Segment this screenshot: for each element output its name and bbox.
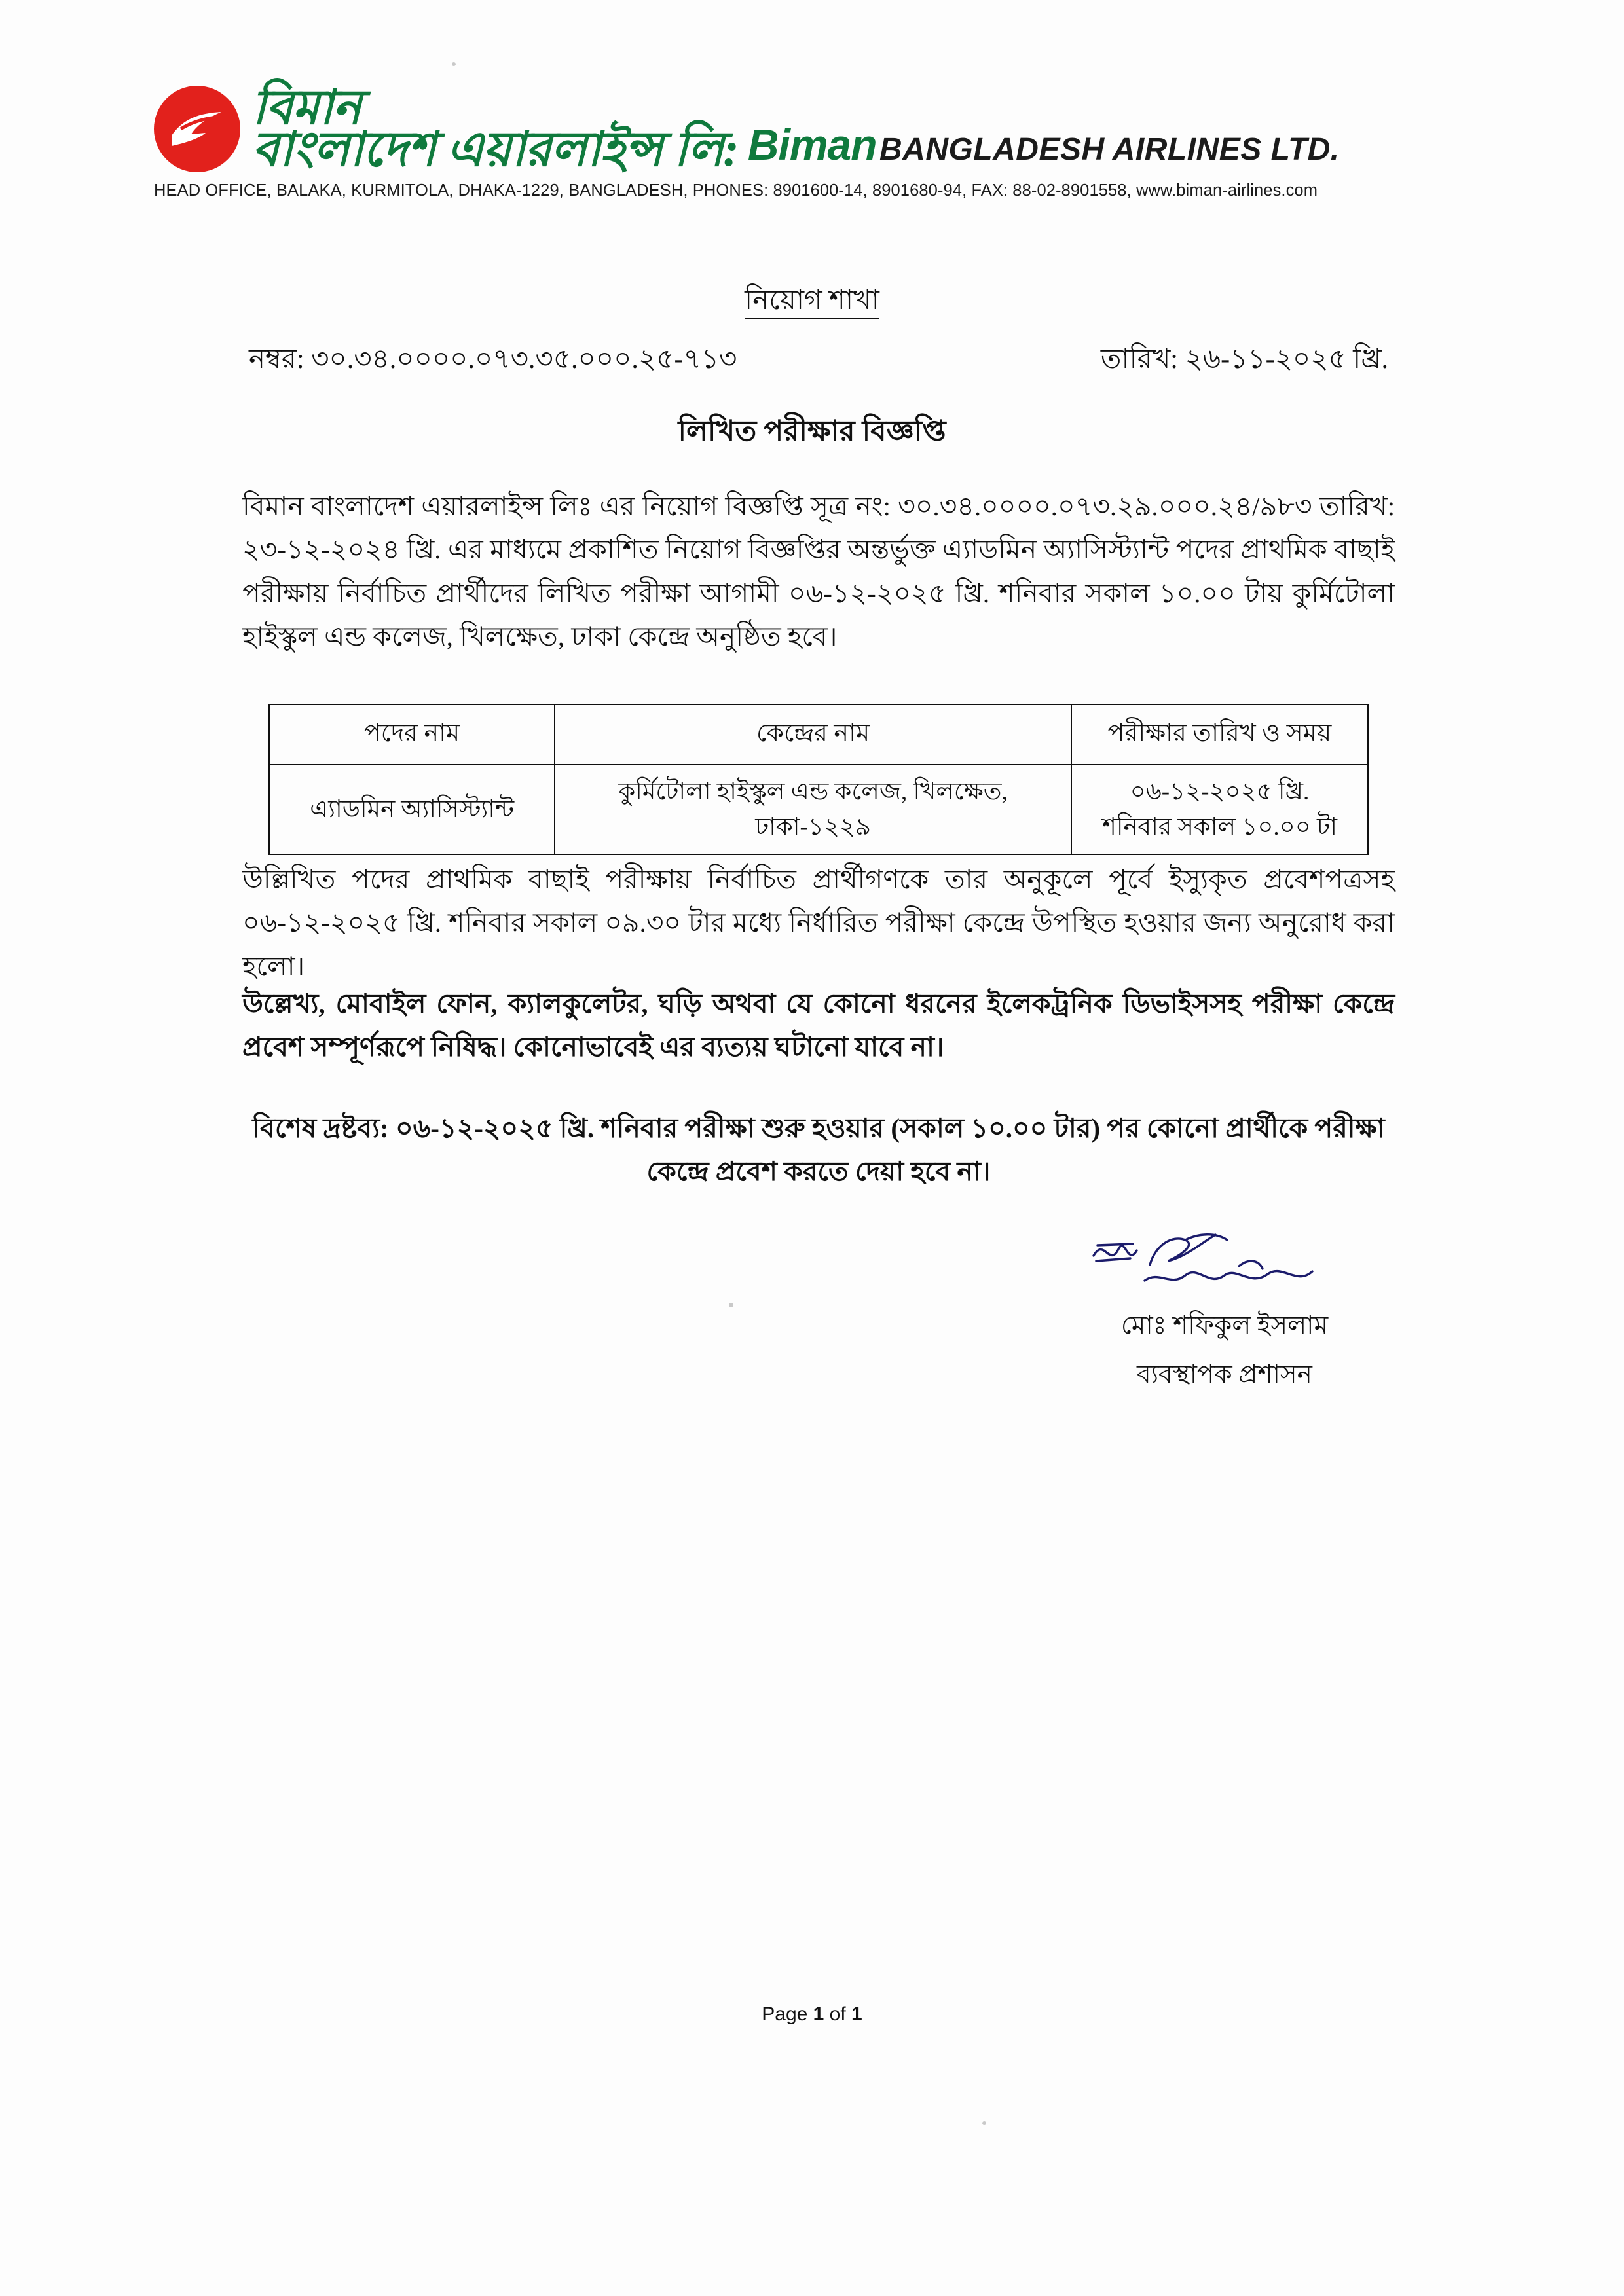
cell-post-name: এ্যাডমিন অ্যাসিস্ট্যান্ট: [269, 765, 555, 854]
exam-details-table: [268, 704, 1369, 855]
cell-time: শনিবার সকাল ১০.০০ টা: [1101, 813, 1337, 841]
memo-number: নম্বর: ৩০.৩৪.০০০০.০৭৩.৩৫.০০০.২৫-৭১৩: [249, 344, 737, 374]
page-footer: [0, 2003, 1624, 2026]
letterhead: [154, 81, 1483, 200]
wordmark-en-secondary: BANGLADESH AIRLINES LTD.: [879, 132, 1340, 167]
cell-center-name: কুর্মিটোলা হাইস্কুল এন্ড কলেজ, খিলক্ষেত, ঢাকা-১২২৯: [555, 765, 1071, 854]
wordmark-english: [748, 120, 1340, 173]
wordmark: [252, 81, 1340, 177]
signature-block: [1022, 1231, 1428, 1397]
page-title: লিখিত পরীক্ষার বিজ্ঞপ্তি: [678, 415, 946, 447]
cell-date-time: [1071, 765, 1368, 854]
paragraph-two: উল্লিখিত পদের প্রাথমিক বাছাই পরীক্ষায় নির্বাচিত প্রার্থীগণকে তার অনুকূলে পূর্বে ইস্যুকৃত প্রবেশপত্রসহ ০৬-১২-২০২৫ খ্রি. শনিবার সকাল ০৯.৩০ টার মধ্যে নির্ধারিত পরীক্ষা কেন্দ্রে উপস্থিত হওয়ার জন্য অনুরোধ করা হলো।: [242, 864, 1395, 981]
table-header-center: কেন্দ্রের নাম: [555, 704, 1071, 765]
table-header-post: পদের নাম: [269, 704, 555, 765]
footer-middle: of: [824, 2003, 852, 2025]
biman-bird-logo-icon: [154, 86, 240, 172]
memo-date: তারিখ: ২৬-১১-২০২৫ খ্রি.: [1100, 344, 1388, 374]
footer-total-pages: 1: [851, 2003, 862, 2025]
head-office-address: HEAD OFFICE, BALAKA, KURMITOLA, DHAKA-1229, BANGLADESH, PHONES: 8901600-14, 8901680-94, FAX: 88-02-8901558, www.biman-airlines.com: [154, 181, 1318, 200]
signatory-designation: ব্যবস্থাপক প্রশাসন: [1137, 1360, 1312, 1389]
footer-current-page: 1: [813, 2003, 824, 2025]
logo-row: [154, 81, 1483, 177]
memo-header-row: [249, 337, 1388, 384]
table-header-row: [269, 704, 1368, 765]
paragraph-four-special-note: বিশেষ দ্রষ্টব্য: ০৬-১২-২০২৫ খ্রি. শনিবার পরীক্ষা শুরু হওয়ার (সকাল ১০.০০ টার) পর কোনো প্রার্থীকে পরীক্ষা কেন্দ্রে প্রবেশ করতে দেয়া হবে না।: [252, 1113, 1385, 1187]
signatory-name: মোঃ শফিকুল ইসলাম: [1120, 1311, 1329, 1339]
wordmark-bn-line2: বাংলাদেশ এয়ারলাইন্স লি:: [252, 123, 739, 177]
wordmark-en-primary: Biman: [747, 120, 877, 169]
paragraph-three: উল্লেখ্য, মোবাইল ফোন, ক্যালকুলেটর, ঘড়ি অথবা যে কোনো ধরনের ইলেকট্রনিক ডিভাইসসহ পরীক্ষা কেন্দ্রে প্রবেশ সম্পূর্ণরূপে নিষিদ্ধ। কোনোভাবেই এর ব্যত্যয় ঘটানো যাবে না।: [242, 989, 1395, 1063]
table-row: [269, 765, 1368, 854]
paragraph-intro: বিমান বাংলাদেশ এয়ারলাইন্স লিঃ এর নিয়োগ বিজ্ঞপ্তি সূত্র নং: ৩০.৩৪.০০০০.০৭৩.২৯.০০০.২৪/৯৮৩ তারিখ: ২৩-১২-২০২৪ খ্রি. এর মাধ্যমে প্রকাশিত নিয়োগ বিজ্ঞপ্তির অন্তর্ভুক্ত এ্যাডমিন অ্যাসিস্ট্যান্ট পদের প্রাথমিক বাছাই পরীক্ষায় নির্বাচিত প্রার্থীদের লিখিত পরীক্ষা আগামী ০৬-১২-২০২৫ খ্রি. শনিবার সকাল ১০.০০ টায় কুর্মিটোলা হাইস্কুল এন্ড কলেজ, খিলক্ষেত, ঢাকা কেন্দ্রে অনুষ্ঠিত হবে।: [242, 491, 1395, 652]
handwritten-signature-icon: [1022, 1231, 1428, 1303]
footer-prefix: Page: [762, 2003, 813, 2025]
branch-title-text: নিয়োগ শাখা: [745, 285, 879, 319]
branch-title: [0, 278, 1624, 325]
wordmark-bengali: [252, 81, 739, 177]
wordmark-bn-line1: বিমান: [252, 81, 361, 135]
table-header-date-time: পরীক্ষার তারিখ ও সময়: [1071, 704, 1368, 765]
exam-details-table-wrap: [268, 704, 1369, 855]
cell-date: ০৬-১২-২০২৫ খ্রি.: [1130, 778, 1310, 805]
